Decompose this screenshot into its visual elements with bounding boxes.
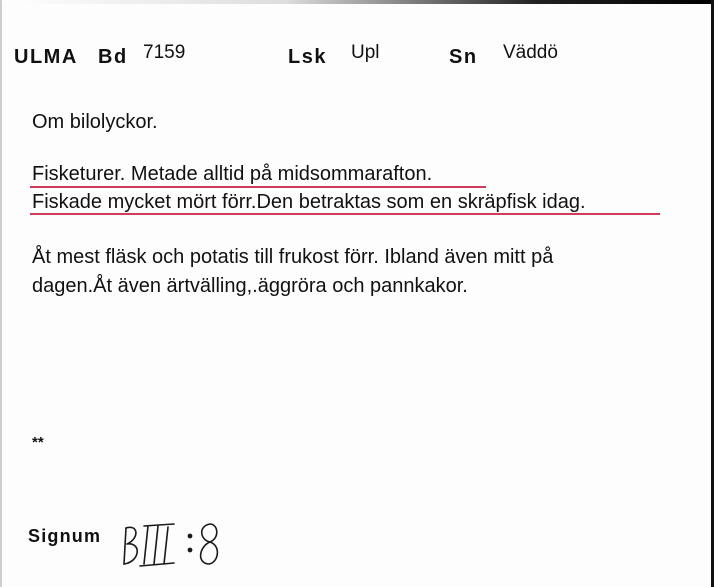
fishing-line-1: Fisketurer. Metade alltid på midsommarafton.	[32, 163, 433, 185]
red-underline-2	[30, 213, 660, 215]
heading-line: Om bilolyckor.	[32, 111, 158, 133]
scan-edge-top	[0, 0, 714, 4]
lsk-label: Lsk	[288, 46, 327, 68]
fishing-line-2: Fiskade mycket mört förr.Den betraktas som en skräpfisk idag.	[32, 191, 586, 213]
food-line-2: dagen.Åt även ärtvälling,.äggröra och pannkakor.	[32, 275, 468, 297]
bd-label: Bd	[98, 46, 128, 68]
food-line-1: Åt mest fläsk och potatis till frukost förr. Ibland även mitt på	[32, 246, 554, 268]
signum-label: Signum	[28, 526, 102, 546]
handwritten-signum	[118, 506, 238, 576]
scan-edge-left	[0, 0, 2, 587]
archive-label: ULMA	[14, 46, 78, 68]
sn-value: Väddö	[503, 42, 558, 63]
sn-label: Sn	[449, 46, 478, 68]
bd-value: 7159	[143, 42, 186, 63]
lsk-value: Upl	[351, 42, 380, 63]
stars-mark: **	[32, 434, 44, 451]
